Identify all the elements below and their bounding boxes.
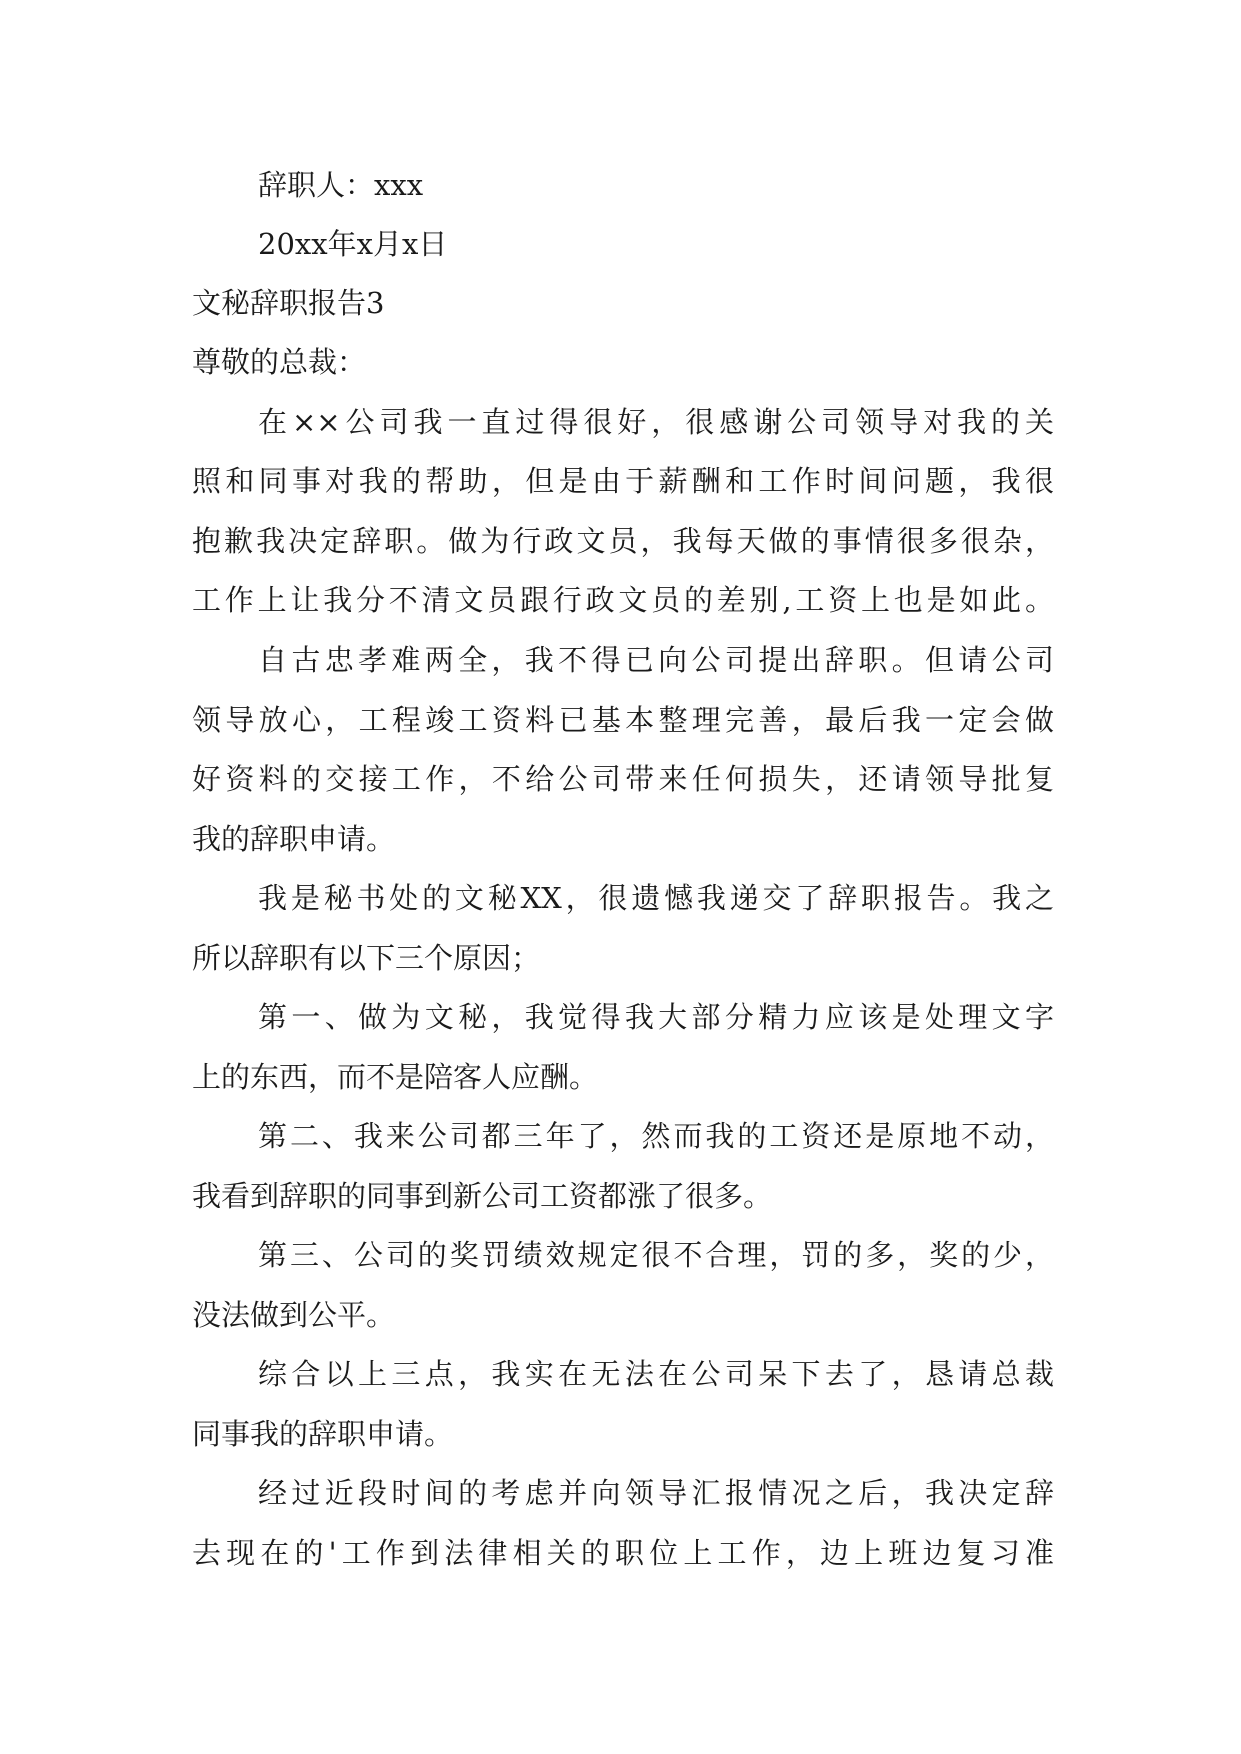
body-line: 自古忠孝难两全，我不得已向公司提出辞职。但请公司: [258, 643, 1054, 677]
body-line: 第一、做为文秘，我觉得我大部分精力应该是处理文字: [258, 1000, 1054, 1034]
body-line: 照和同事对我的帮助，但是由于薪酬和工作时间问题，我很: [192, 464, 1054, 498]
body-line: 抱歉我决定辞职。做为行政文员，我每天做的事情很多很杂，: [192, 524, 1054, 558]
body-line: 同事我的辞职申请。: [192, 1417, 454, 1451]
body-line: 领导放心，工程竣工资料已基本整理完善，最后我一定会做: [192, 703, 1054, 737]
body-line: 第三、公司的奖罚绩效规定很不合理，罚的多，奖的少，: [258, 1238, 1054, 1272]
body-line: 工作上让我分不清文员跟行政文员的差别,工资上也是如此。: [192, 583, 1054, 617]
section-title: 文秘辞职报告3: [192, 286, 385, 320]
signature-line: 辞职人：xxx: [258, 168, 424, 202]
body-line: 上的东西，而不是陪客人应酬。: [192, 1060, 599, 1094]
body-line: 没法做到公平。: [192, 1298, 396, 1332]
body-line: 综合以上三点，我实在无法在公司呆下去了，恳请总裁: [258, 1357, 1054, 1391]
body-line: 我的辞职申请。: [192, 822, 396, 856]
date-line: 20xx年x月x日: [258, 227, 448, 261]
body-line: 在××公司我一直过得很好，很感谢公司领导对我的关: [258, 405, 1054, 439]
body-line: 所以辞职有以下三个原因；: [192, 941, 541, 975]
salutation: 尊敬的总裁：: [192, 345, 367, 379]
body-line: 我看到辞职的同事到新公司工资都涨了很多。: [192, 1179, 773, 1213]
body-line: 好资料的交接工作，不给公司带来任何损失，还请领导批复: [192, 762, 1054, 796]
body-line: 经过近段时间的考虑并向领导汇报情况之后，我决定辞: [258, 1476, 1054, 1510]
body-line: 我是秘书处的文秘XX，很遗憾我递交了辞职报告。我之: [258, 881, 1054, 915]
body-line: 去现在的'工作到法律相关的职位上工作，边上班边复习准: [192, 1536, 1054, 1570]
body-line: 第二、我来公司都三年了，然而我的工资还是原地不动，: [258, 1119, 1054, 1153]
